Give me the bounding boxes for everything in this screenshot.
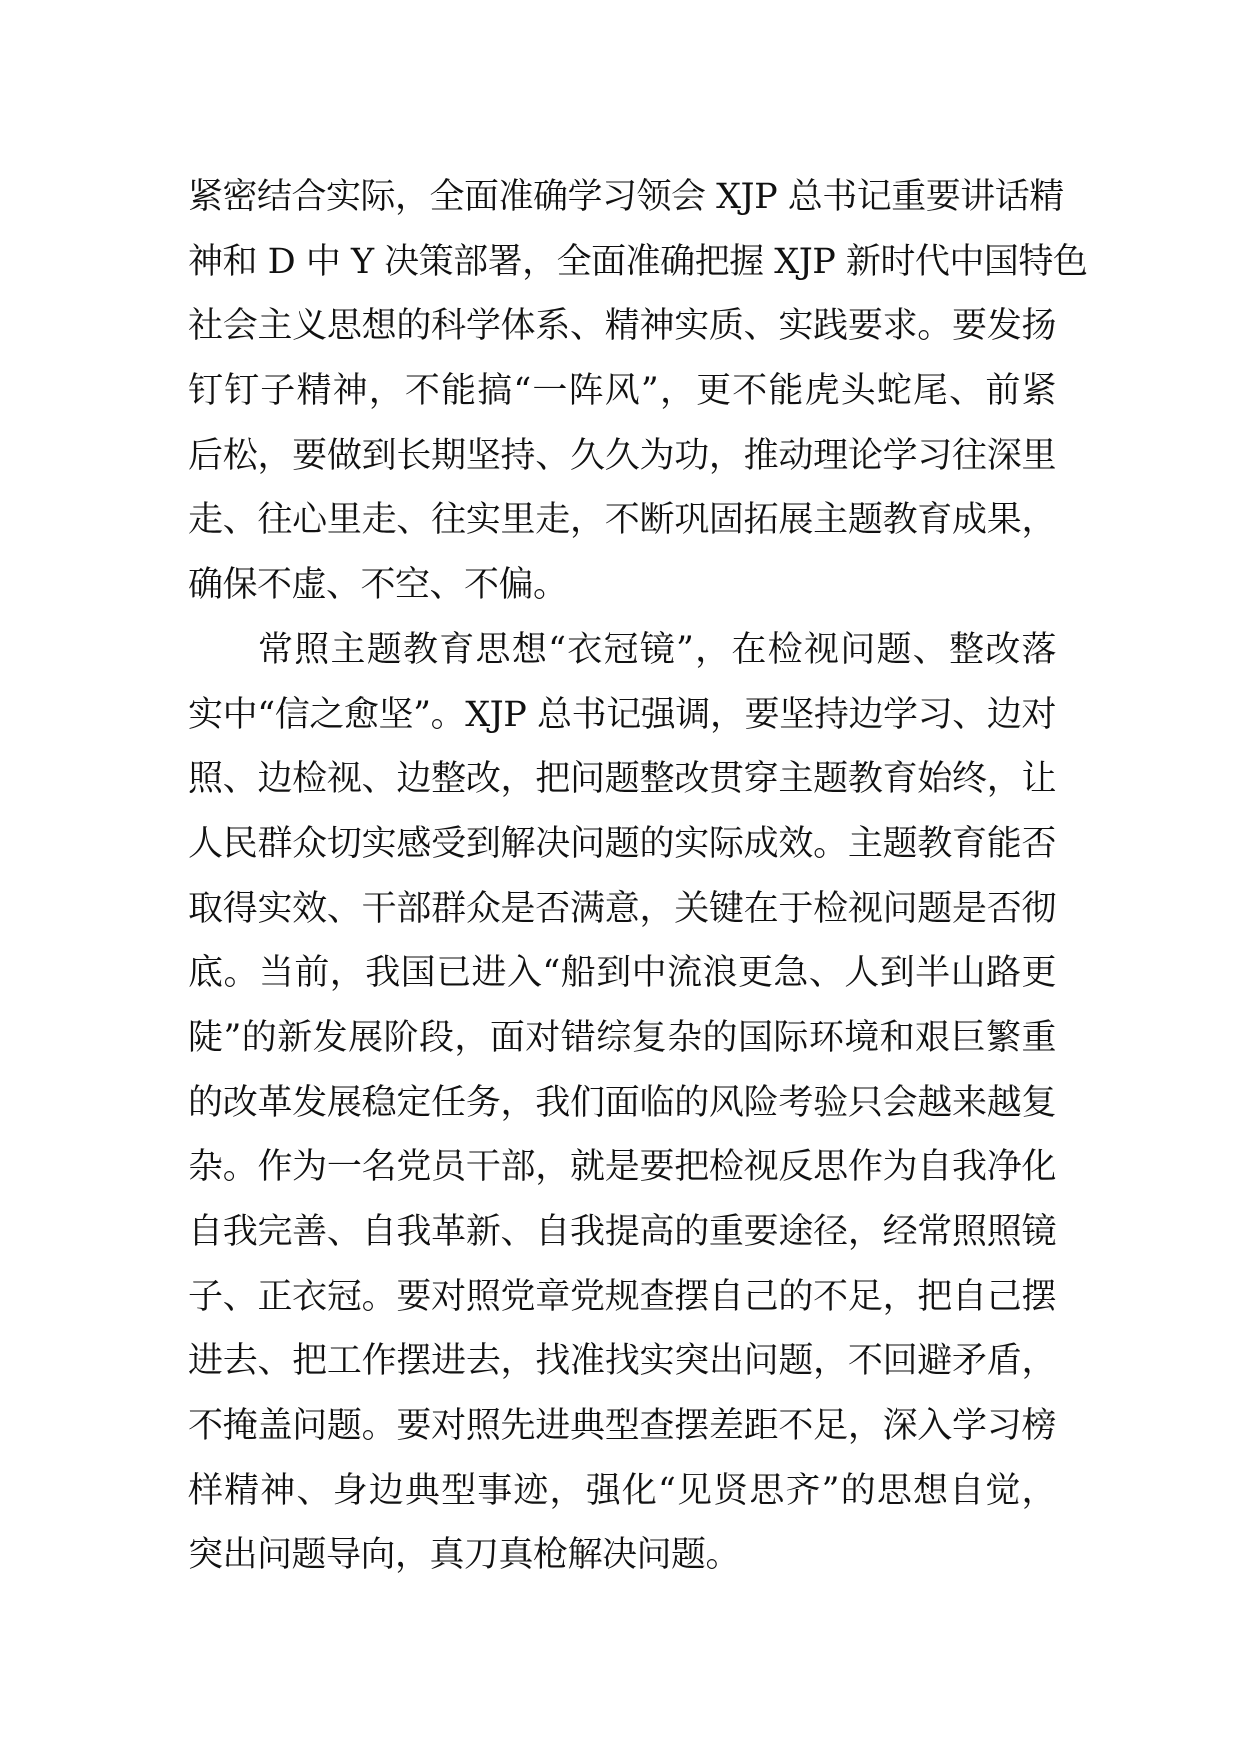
text-line: 进去、把工作摆进去，找准找实突出问题，不回避矛盾， bbox=[188, 1341, 1056, 1382]
text-line: 人民群众切实感受到解决问题的实际成效。主题教育能否 bbox=[188, 823, 1056, 864]
text-line: 陡”的新发展阶段，面对错综复杂的国际环境和艰巨繁重 bbox=[188, 1017, 1056, 1058]
text-line: 杂。作为一名党员干部，就是要把检视反思作为自我净化 bbox=[188, 1147, 1056, 1188]
paragraph-1 bbox=[188, 165, 1088, 618]
body-text bbox=[188, 165, 1088, 1588]
text-line: 底。当前，我国已进入“船到中流浪更急、人到半山路更 bbox=[188, 953, 1056, 994]
text-line: 确保不虚、不空、不偏。 bbox=[188, 565, 568, 606]
text-line: 照、边检视、边整改，把问题整改贯穿主题教育始终，让 bbox=[188, 759, 1056, 800]
text-line: 紧密结合实际，全面准确学习领会 XJP 总书记重要讲话精 bbox=[188, 177, 1064, 217]
text-line: 神和 D 中 Y 决策部署，全面准确把握 XJP 新时代中国特色 bbox=[188, 241, 1088, 282]
text-line: 社会主义思想的科学体系、精神实质、实践要求。要发扬 bbox=[188, 306, 1056, 347]
text-line: 不掩盖问题。要对照先进典型查摆差距不足，深入学习榜 bbox=[188, 1406, 1056, 1447]
text-line: 常照主题教育思想“衣冠镜”，在检视问题、整改落 bbox=[258, 629, 1056, 670]
text-line: 实中“信之愈坚”。XJP 总书记强调，要坚持边学习、边对 bbox=[188, 694, 1056, 735]
text-line: 走、往心里走、往实里走，不断巩固拓展主题教育成果， bbox=[188, 500, 1056, 541]
paragraph-2 bbox=[188, 618, 1056, 1588]
text-line: 样精神、身边典型事迹，强化“见贤思齐”的思想自觉， bbox=[188, 1470, 1056, 1511]
text-line: 自我完善、自我革新、自我提高的重要途径，经常照照镜 bbox=[188, 1212, 1056, 1252]
text-line: 子、正衣冠。要对照党章党规查摆自己的不足，把自己摆 bbox=[188, 1276, 1056, 1317]
text-line: 后松，要做到长期坚持、久久为功，推动理论学习往深里 bbox=[188, 435, 1056, 476]
text-line: 突出问题导向，真刀真枪解决问题。 bbox=[188, 1535, 741, 1576]
text-line: 取得实效、干部群众是否满意，关键在于检视问题是否彻 bbox=[188, 888, 1056, 929]
text-line: 的改革发展稳定任务，我们面临的风险考验只会越来越复 bbox=[188, 1082, 1056, 1123]
text-line: 钉钉子精神，不能搞“一阵风”，更不能虎头蛇尾、前紧 bbox=[188, 371, 1056, 412]
